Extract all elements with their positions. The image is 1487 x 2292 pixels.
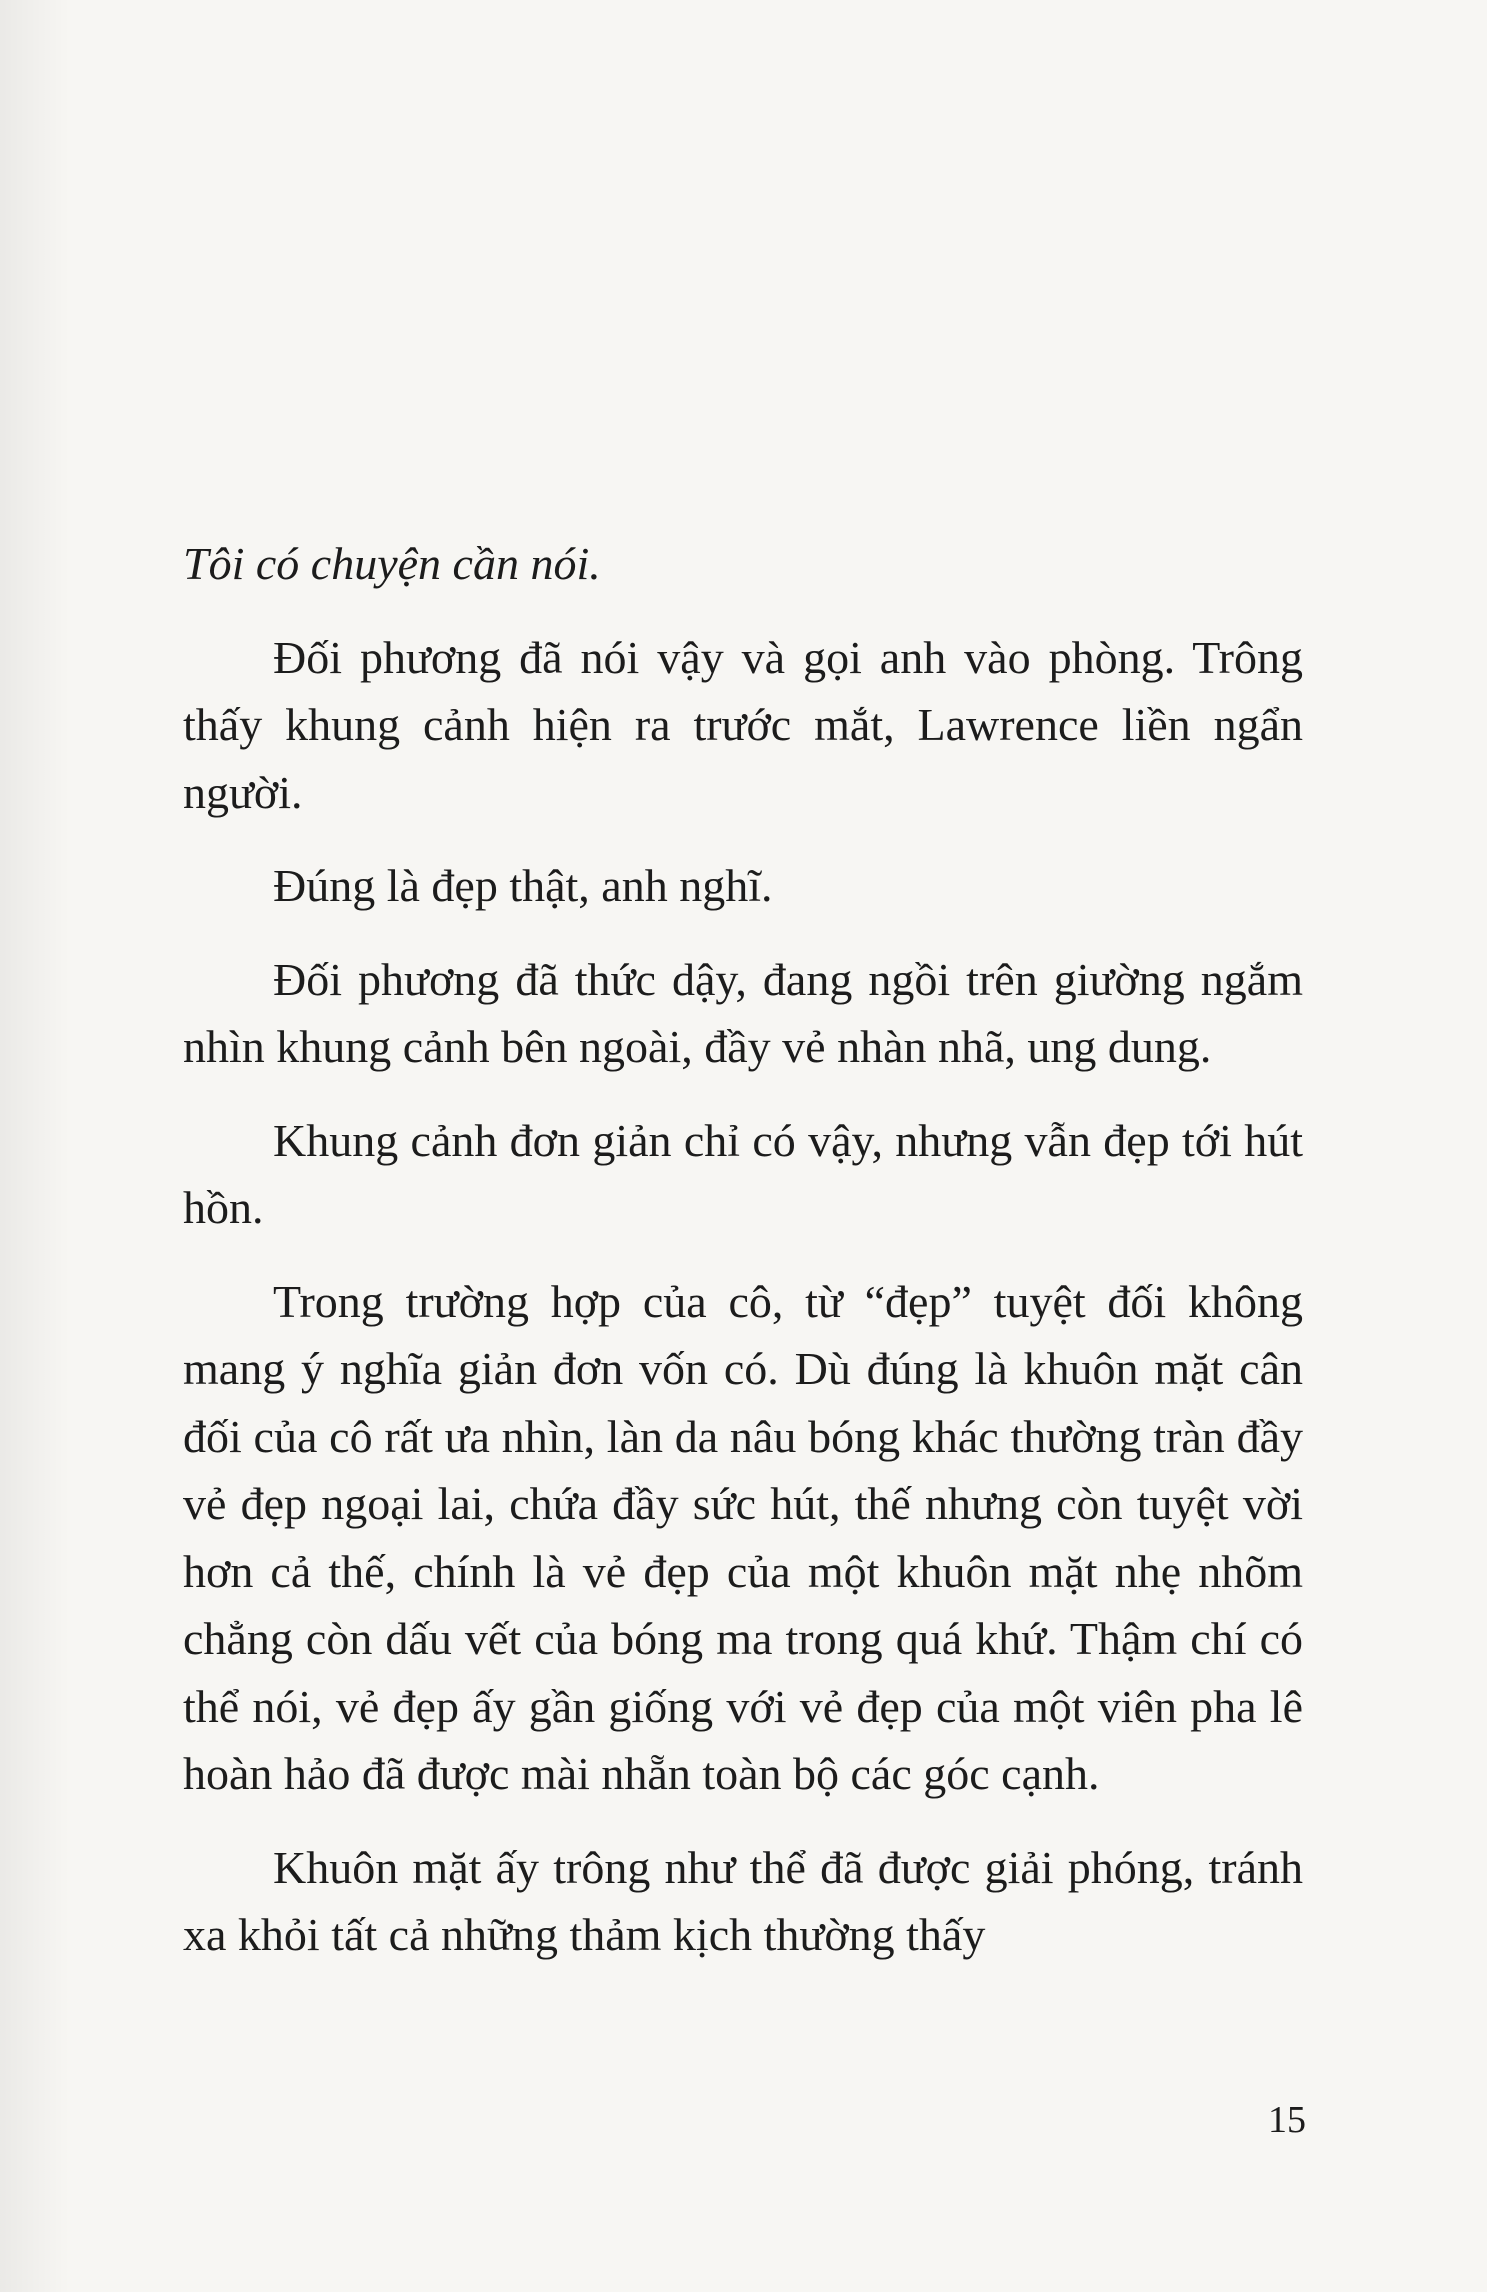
paragraph-2: Đối phương đã nói vậy và gọi anh vào phòng. Trông thấy khung cảnh hiện ra trước mắt, Lawrence liền ngẩn người.: [183, 631, 1303, 818]
paragraph-5: Khung cảnh đơn giản chỉ có vậy, nhưng vẫn đẹp tới hút hồn.: [183, 1114, 1303, 1233]
paragraph-1: Tôi có chuyện cần nói.: [183, 538, 601, 589]
page-gutter-shadow: [0, 0, 70, 2292]
paragraph-3: Đúng là đẹp thật, anh nghĩ.: [273, 860, 773, 911]
paragraph-6: Trong trường hợp của cô, từ “đẹp” tuyệt đối không mang ý nghĩa giản đơn vốn có. Dù đúng là khuôn mặt cân đối của cô rất ưa nhìn, làn da nâu bóng khác thường tràn đầy vẻ đẹp ngoại lai, chứa đầy sức hút, thế nhưng còn tuyệt vời hơn cả thế, chính là vẻ đẹp của một khuôn mặt nhẹ nhõm chẳng còn dấu vết của bóng ma trong quá khứ. Thậm chí có thể nói, vẻ đẹp ấy gần giống với vẻ đẹp của một viên pha lê hoàn hảo đã được mài nhẵn toàn bộ các góc cạnh.: [183, 1275, 1303, 1799]
paragraph-4: Đối phương đã thức dậy, đang ngồi trên giường ngắm nhìn khung cảnh bên ngoài, đầy vẻ nhàn nhã, ung dung.: [183, 953, 1303, 1072]
paragraph-7: Khuôn mặt ấy trông như thể đã được giải phóng, tránh xa khỏi tất cả những thảm kịch thường thấy: [183, 1841, 1303, 1960]
body-text: [183, 530, 1303, 1995]
page-number: 15: [1268, 2099, 1306, 2141]
